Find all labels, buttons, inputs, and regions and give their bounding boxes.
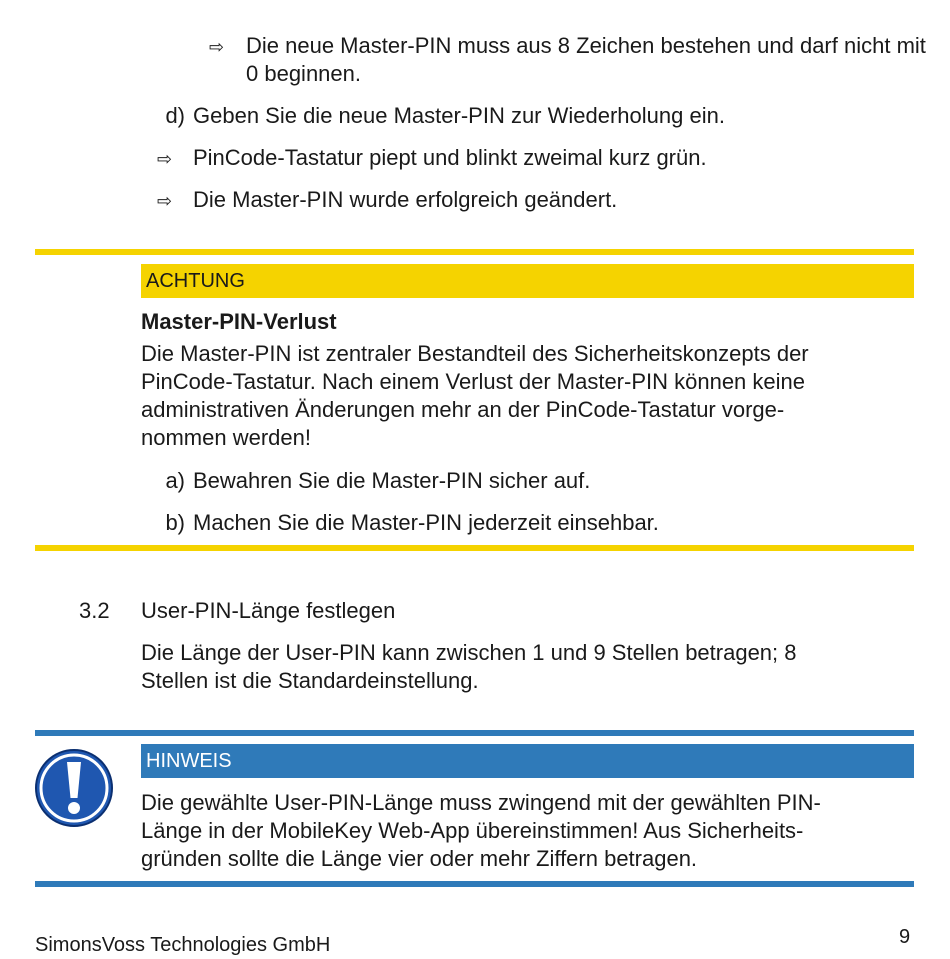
step-letter-a: a) — [165, 468, 185, 493]
step-text-b: Machen Sie die Master-PIN jederzeit einsehbar. — [193, 510, 659, 535]
section-body-line: Die Länge der User-PIN kann zwischen 1 und 9 Stellen betragen; 8 — [141, 640, 797, 665]
step-letter-b: b) — [165, 510, 185, 535]
result-text-3: Die Master-PIN wurde erfolgreich geändert. — [193, 187, 618, 212]
warning-label: ACHTUNG — [146, 270, 245, 292]
exclamation-circle-icon — [34, 748, 114, 828]
section-body — [141, 639, 916, 695]
warning-bottom-rule — [35, 545, 914, 551]
notice-body-line: gründen sollte die Länge vier oder mehr Ziffern betragen. — [141, 846, 698, 871]
warning-body-line: nommen werden! — [141, 425, 311, 450]
notice-body — [141, 789, 916, 873]
warning-body-line: administrativen Änderungen mehr an der PinCode-Tastatur vorge- — [141, 397, 785, 422]
warning-title: Master-PIN-Verlust — [141, 309, 337, 334]
notice-label-band — [141, 744, 914, 778]
result-arrow-icon: ⇨ — [209, 37, 225, 58]
page-number: 9 — [899, 926, 911, 948]
warning-body-line: Die Master-PIN ist zentraler Bestandteil des Sicherheitskonzepts der — [141, 341, 809, 366]
result-arrow-icon: ⇨ — [157, 149, 173, 170]
notice-bottom-rule — [35, 881, 914, 887]
notice-body-line: Länge in der MobileKey Web-App übereinstimmen! Aus Sicherheits- — [141, 818, 804, 843]
step-text-d: Geben Sie die neue Master-PIN zur Wiederholung ein. — [193, 103, 725, 128]
warning-body-line: PinCode-Tastatur. Nach einem Verlust der Master-PIN können keine — [141, 369, 805, 394]
section-number: 3.2 — [79, 598, 110, 623]
result-text-1: Die neue Master-PIN muss aus 8 Zeichen bestehen und darf nicht mit 0 beginnen. — [246, 33, 926, 86]
section-body-line: Stellen ist die Standardeinstellung. — [141, 668, 479, 693]
footer-company: SimonsVoss Technologies GmbH — [35, 934, 331, 956]
step-text-a: Bewahren Sie die Master-PIN sicher auf. — [193, 468, 591, 493]
notice-top-rule — [35, 730, 914, 736]
step-letter-d: d) — [165, 103, 185, 128]
notice-label: HINWEIS — [146, 750, 232, 772]
warning-top-rule — [35, 249, 914, 255]
result-text-2: PinCode-Tastatur piept und blinkt zweimal kurz grün. — [193, 145, 707, 170]
warning-label-band — [141, 264, 914, 298]
result-arrow-icon: ⇨ — [157, 191, 173, 212]
notice-body-line: Die gewählte User-PIN-Länge muss zwingend mit der gewählten PIN- — [141, 790, 821, 815]
warning-body — [141, 340, 916, 452]
section-heading: User-PIN-Länge festlegen — [141, 598, 396, 623]
